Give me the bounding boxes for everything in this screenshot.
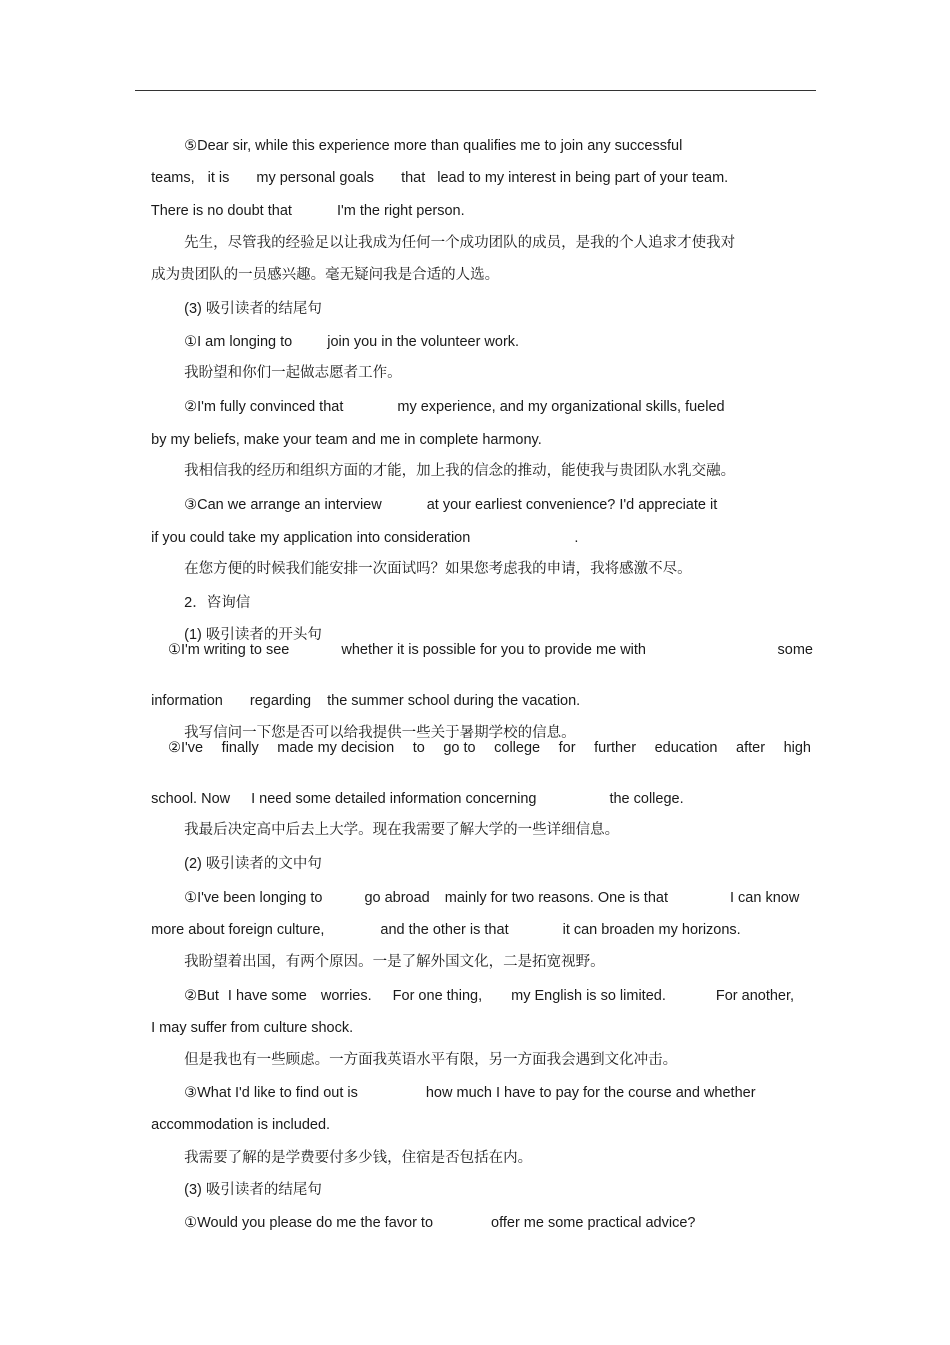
- text-segment: 我盼望和你们一起做志愿者工作。: [184, 365, 402, 381]
- text-segment: 我需要了解的是学费要付多少钱，住宿是否包括在内。: [184, 1150, 533, 1166]
- text-line: [168, 739, 811, 757]
- text-segment: go to: [443, 740, 476, 756]
- text-segment: worries.: [320, 988, 372, 1004]
- text-segment: how much I have to pay for the course and whether: [425, 1085, 756, 1101]
- text-segment: ③Can we arrange an interview: [184, 497, 382, 513]
- text-segment: made my decision: [277, 740, 395, 756]
- text-segment: if you could take my application into consideration: [151, 530, 471, 546]
- text-segment: I have some: [227, 988, 307, 1004]
- text-segment: .: [574, 530, 579, 546]
- text-segment: finally: [221, 740, 259, 756]
- text-segment: college: [494, 740, 541, 756]
- text-segment: whether it is possible for you to provide me with: [341, 642, 646, 658]
- text-segment: some: [777, 642, 813, 658]
- text-segment: 我盼望着出国，有两个原因。一是了解外国文化，二是拓宽视野。: [184, 954, 605, 970]
- text-line: [168, 641, 813, 659]
- text-segment: 我相信我的经历和组织方面的才能，加上我的信念的推动，能使我与贵团队水乳交融。: [184, 463, 736, 479]
- text-segment: 但是我也有一些顾虑。一方面我英语水平有限，另一方面我会遇到文化冲击。: [184, 1052, 678, 1068]
- text-segment: ②I'm fully convinced that: [184, 399, 344, 415]
- text-segment: to: [412, 740, 425, 756]
- text-segment: more about foreign culture,: [151, 922, 325, 938]
- text-segment: 先生，尽管我的经验足以让我成为任何一个成功团队的成员，是我的个人追求才使我对: [184, 235, 736, 251]
- text-segment: ③What I'd like to find out is: [184, 1085, 358, 1101]
- text-segment: the college.: [609, 791, 684, 807]
- text-segment: and the other is that: [380, 922, 509, 938]
- text-segment: teams,: [151, 170, 195, 186]
- text-segment: There is no doubt that: [150, 203, 292, 219]
- text-segment: accommodation is included.: [151, 1117, 331, 1133]
- text-segment: mainly for two reasons. One is that: [444, 890, 668, 906]
- text-segment: regarding: [249, 693, 312, 709]
- text-segment: ②But: [184, 988, 219, 1004]
- text-segment: For another,: [715, 988, 795, 1004]
- text-segment: offer me some practical advice?: [491, 1215, 696, 1231]
- text-segment: (3) 吸引读者的结尾句: [184, 1182, 322, 1198]
- text-segment: (1) 吸引读者的开头句: [184, 627, 322, 643]
- text-segment: For one thing,: [392, 988, 483, 1004]
- text-segment: I'm the right person.: [336, 203, 465, 219]
- text-segment: 在您方便的时候我们能安排一次面试吗？如果您考虑我的申请，我将感激不尽。: [184, 561, 692, 577]
- text-segment: ①I am longing to: [184, 334, 293, 350]
- header-rule: [135, 90, 816, 91]
- text-segment: for: [558, 740, 576, 756]
- text-segment: 我写信问一下您是否可以给我提供一些关于暑期学校的信息。: [184, 725, 576, 741]
- text-segment: education: [654, 740, 718, 756]
- text-segment: my personal goals: [256, 170, 375, 186]
- text-segment: lead to my interest in being part of your team.: [437, 170, 729, 186]
- text-segment: at your earliest convenience? I'd appreciate it: [426, 497, 718, 513]
- text-segment: I need some detailed information concerning: [251, 791, 537, 807]
- text-segment: 我最后决定高中后去上大学。现在我需要了解大学的一些详细信息。: [184, 822, 620, 838]
- text-segment: by my beliefs, make your team and me in complete harmony.: [151, 432, 542, 448]
- text-segment: further: [594, 740, 637, 756]
- text-segment: I can know: [730, 890, 800, 906]
- text-segment: it can broaden my horizons.: [562, 922, 741, 938]
- text-segment: ①I've been longing to: [184, 890, 323, 906]
- text-segment: (3) 吸引读者的结尾句: [184, 301, 322, 317]
- text-segment: 成为贵团队的一员感兴趣。毫无疑问我是合适的人选。: [151, 267, 500, 283]
- text-segment: my experience, and my organizational skills, fueled: [397, 399, 725, 415]
- text-segment: my English is so limited.: [511, 988, 666, 1004]
- text-segment: school. Now: [151, 791, 231, 807]
- text-segment: go abroad: [364, 890, 430, 906]
- text-segment: that: [401, 170, 426, 186]
- text-segment: it is: [207, 170, 230, 186]
- text-segment: information: [151, 693, 223, 709]
- text-segment: ①I'm writing to see: [168, 642, 290, 658]
- text-segment: ②I've: [168, 740, 204, 756]
- text-segment: join you in the volunteer work.: [327, 334, 520, 350]
- text-segment: ⑤Dear sir, while this experience more than qualifies me to join any successful: [184, 138, 683, 154]
- text-segment: 2．咨询信: [184, 595, 251, 611]
- text-segment: high: [783, 740, 811, 756]
- text-segment: after: [736, 740, 766, 756]
- text-line: [168, 1196, 695, 1250]
- text-segment: ①Would you please do me the favor to: [184, 1215, 434, 1231]
- text-segment: I may suffer from culture shock.: [151, 1020, 354, 1036]
- text-segment: the summer school during the vacation.: [327, 693, 581, 709]
- text-segment: (2) 吸引读者的文中句: [184, 856, 322, 872]
